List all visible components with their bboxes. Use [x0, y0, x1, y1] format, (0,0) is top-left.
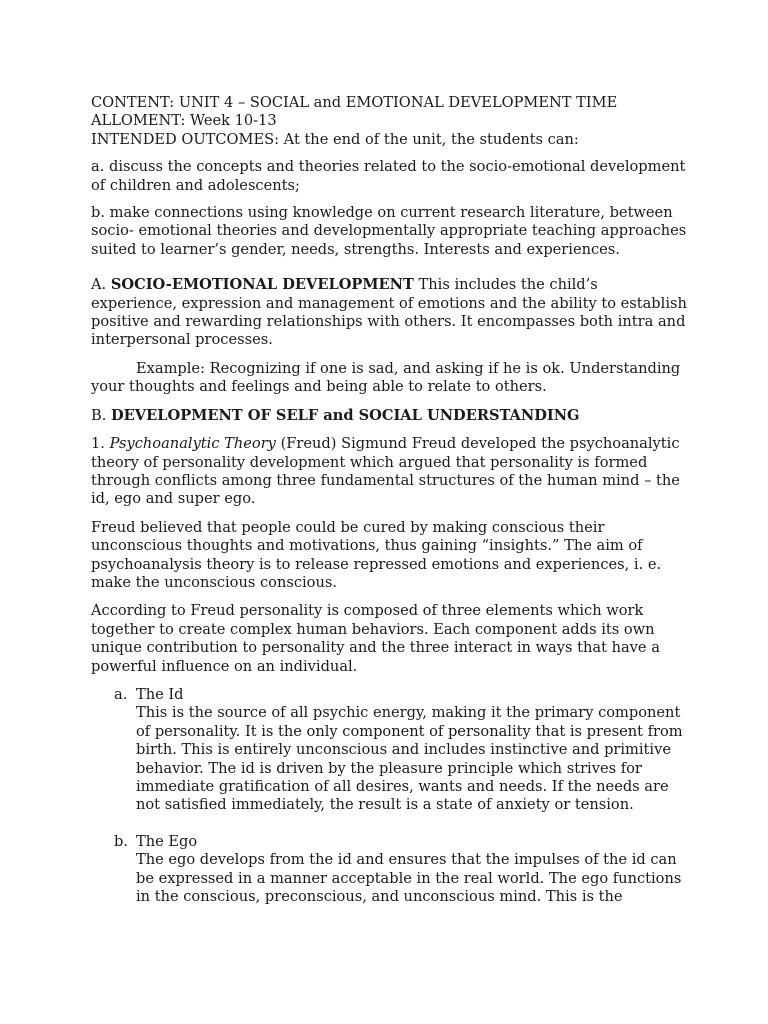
item1-title: Psychoanalytic Theory [109, 435, 276, 453]
item1-prefix: 1. [91, 435, 110, 453]
list-item [91, 833, 688, 907]
personality-elements-list [91, 686, 688, 906]
list-marker: a. [114, 685, 128, 703]
psychoanalytic-paragraph [91, 435, 688, 509]
section-b-prefix: B. [91, 406, 112, 424]
element-text: The ego develops from the id and ensures that the impulses of the id can be expressed in a manner acceptable in the real world. The ego functions in the conscious, preconscious, and unconscious mind. This is the [136, 851, 682, 906]
element-title: The Id [136, 685, 184, 703]
personality-elements-paragraph: According to Freud personality is composed of three elements which work together to create complex human behaviors. Each component adds its own unique contribution to personality and the three interact in ways that have a powerful influence on an individual. [91, 602, 660, 675]
section-a-example: Example: Recognizing if one is sad, and asking if he is ok. Understanding your thoughts and feelings and being able to relate to others. [91, 359, 681, 396]
list-item [91, 686, 688, 815]
outcome-a: a. discuss the concepts and theories related to the socio-emotional development of children and adolescents; [91, 158, 686, 194]
freud-belief-paragraph: Freud believed that people could be cured by making conscious their unconscious thoughts and motivations, thus gaining “insights.” The aim of psychoanalysis theory is to release repressed emotions and experiences, i. e. make the unconscious conscious. [91, 518, 662, 591]
allotment-line: ALLOMENT: Week 10-13 [91, 112, 277, 130]
section-a-prefix: A. [91, 276, 111, 294]
section-a-paragraph [91, 276, 688, 350]
section-a-text: This includes the child’s experience, expression and management of emotions and the ability to establish positive and rewarding relationships with others. It encompasses both intra and interpersonal processes. [91, 276, 687, 349]
element-title: The Ego [136, 832, 198, 850]
section-b-heading: DEVELOPMENT OF SELF and SOCIAL UNDERSTANDING [111, 406, 580, 424]
item1-text: (Freud) Sigmund Freud developed the psychoanalytic theory of personality development which argued that personality is formed through conflicts among three fundamental structures of the human mind – the id, ego and super ego. [91, 435, 680, 508]
section-b-heading-line [91, 407, 688, 425]
list-marker: b. [114, 832, 128, 850]
section-a-heading: SOCIO-EMOTIONAL DEVELOPMENT [110, 276, 414, 294]
content-line: CONTENT: UNIT 4 – SOCIAL and EMOTIONAL DEVELOPMENT TIME [91, 94, 618, 111]
element-text: This is the source of all psychic energy, making it the primary component of personality. It is the only component of personality that is present from birth. This is entirely unconscious and includes instinctive and primitive behavior. The id is driven by the pleasure principle which strives for immediate gratification of all desires, wants and needs. If the needs are not satisfied immediately, the result is a state of anxiety or tension. [136, 704, 683, 814]
outcomes-line: INTENDED OUTCOMES: At the end of the unit, the students can: [91, 130, 579, 148]
outcome-b: b. make connections using knowledge on current research literature, between socio- emotional theories and developmentally appropriate teaching approaches suited to learner’s gender, needs, strengths. Interests and experiences. [91, 204, 687, 258]
